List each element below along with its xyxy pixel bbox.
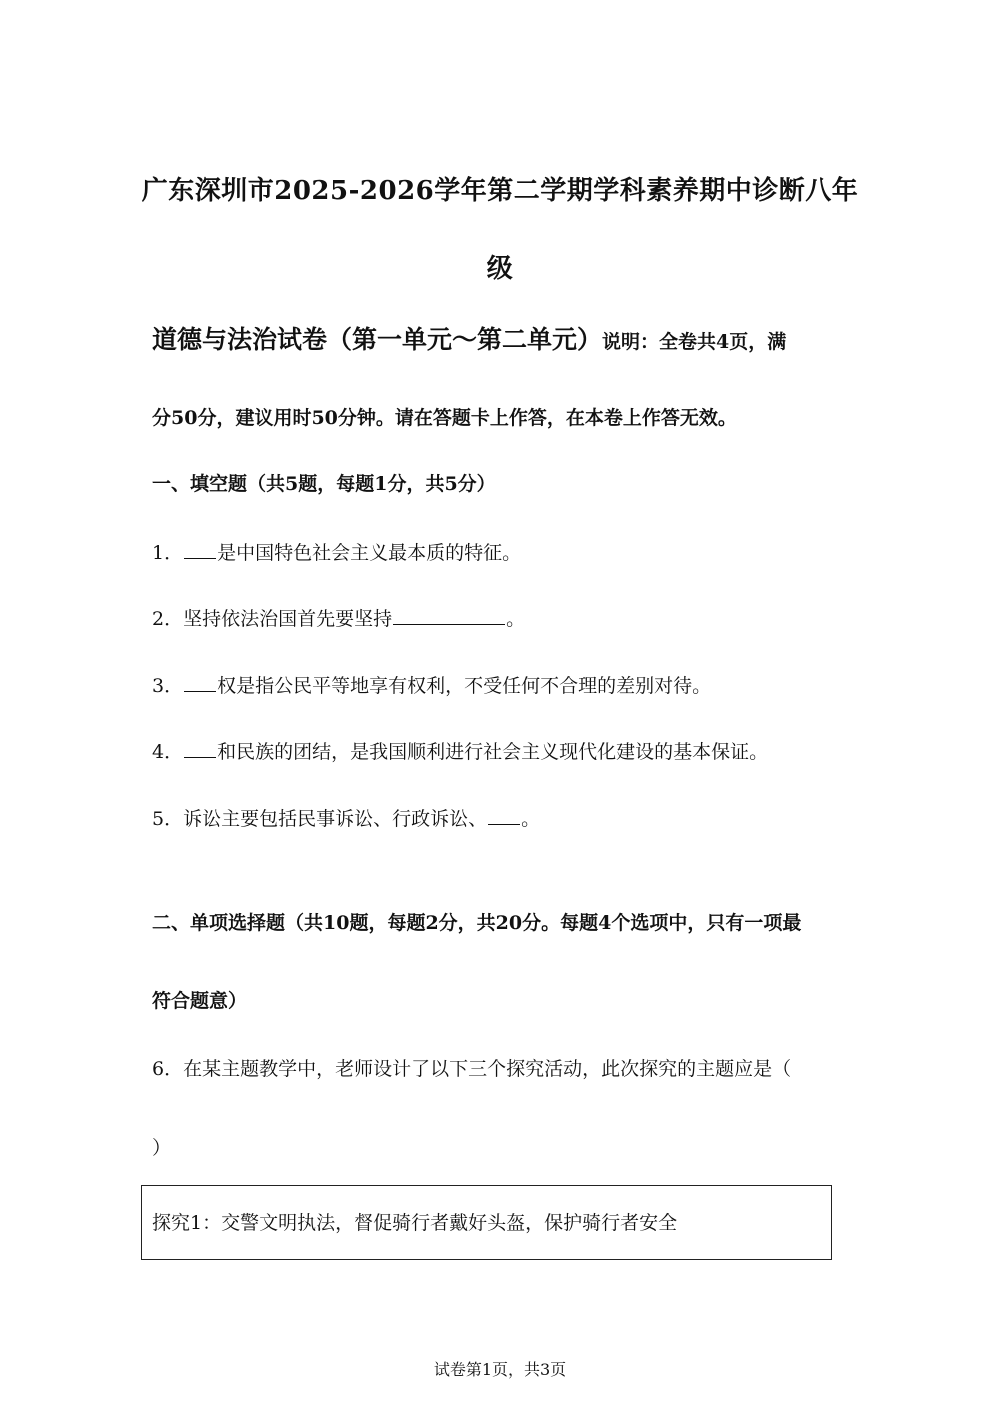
question-number: 5．	[152, 808, 184, 830]
inquiry-box	[141, 1185, 832, 1260]
question-number: 2．	[152, 608, 184, 630]
question-6-line-1: 6．在某主题教学中，老师设计了以下三个探究活动，此次探究的主题应是（	[152, 1058, 792, 1080]
exam-title-line-2: 级	[486, 254, 514, 284]
section-1-heading: 一、填空题（共5题，每题1分，共5分）	[152, 473, 496, 495]
section-2-heading-line-2: 符合题意）	[152, 990, 248, 1012]
subtitle-line	[152, 320, 786, 356]
question-2: 2．坚持依法治国首先要坚持 。	[152, 608, 526, 630]
fill-blank	[184, 540, 216, 559]
exam-title-line-1: 广东深圳市2025-2026学年第二学期学科素养期中诊断八年	[141, 176, 859, 206]
exam-note: 说明：全卷共4页，满	[602, 331, 787, 353]
question-4: 4． 和民族的团结，是我国顺利进行社会主义现代化建设的基本保证。	[152, 741, 769, 763]
question-3: 3． 权是指公民平等地享有权利，不受任何不合理的差别对待。	[152, 675, 712, 697]
fill-blank	[488, 806, 520, 825]
fill-blank	[393, 606, 505, 625]
question-number: 4．	[152, 741, 184, 763]
page-footer: 试卷第1页，共3页	[433, 1360, 567, 1379]
question-number: 3．	[152, 675, 184, 697]
question-5: 5．诉讼主要包括民事诉讼、行政诉讼、 。	[152, 808, 541, 830]
exam-note-continued: 分50分，建议用时50分钟。请在答题卡上作答，在本卷上作答无效。	[152, 407, 737, 429]
fill-blank	[184, 673, 216, 692]
question-1: 1． 是中国特色社会主义最本质的特征。	[152, 542, 522, 564]
question-number: 1．	[152, 542, 184, 564]
subject-title: 道德与法治试卷（第一单元～第二单元）	[152, 325, 603, 354]
question-6-line-2: ）	[152, 1137, 172, 1159]
section-2-heading-line-1: 二、单项选择题（共10题，每题2分，共20分。每题4个选项中，只有一项最	[152, 912, 802, 934]
inquiry-1-text: 探究1：交警文明执法，督促骑行者戴好头盔，保护骑行者安全	[152, 1212, 678, 1234]
fill-blank	[184, 739, 216, 758]
